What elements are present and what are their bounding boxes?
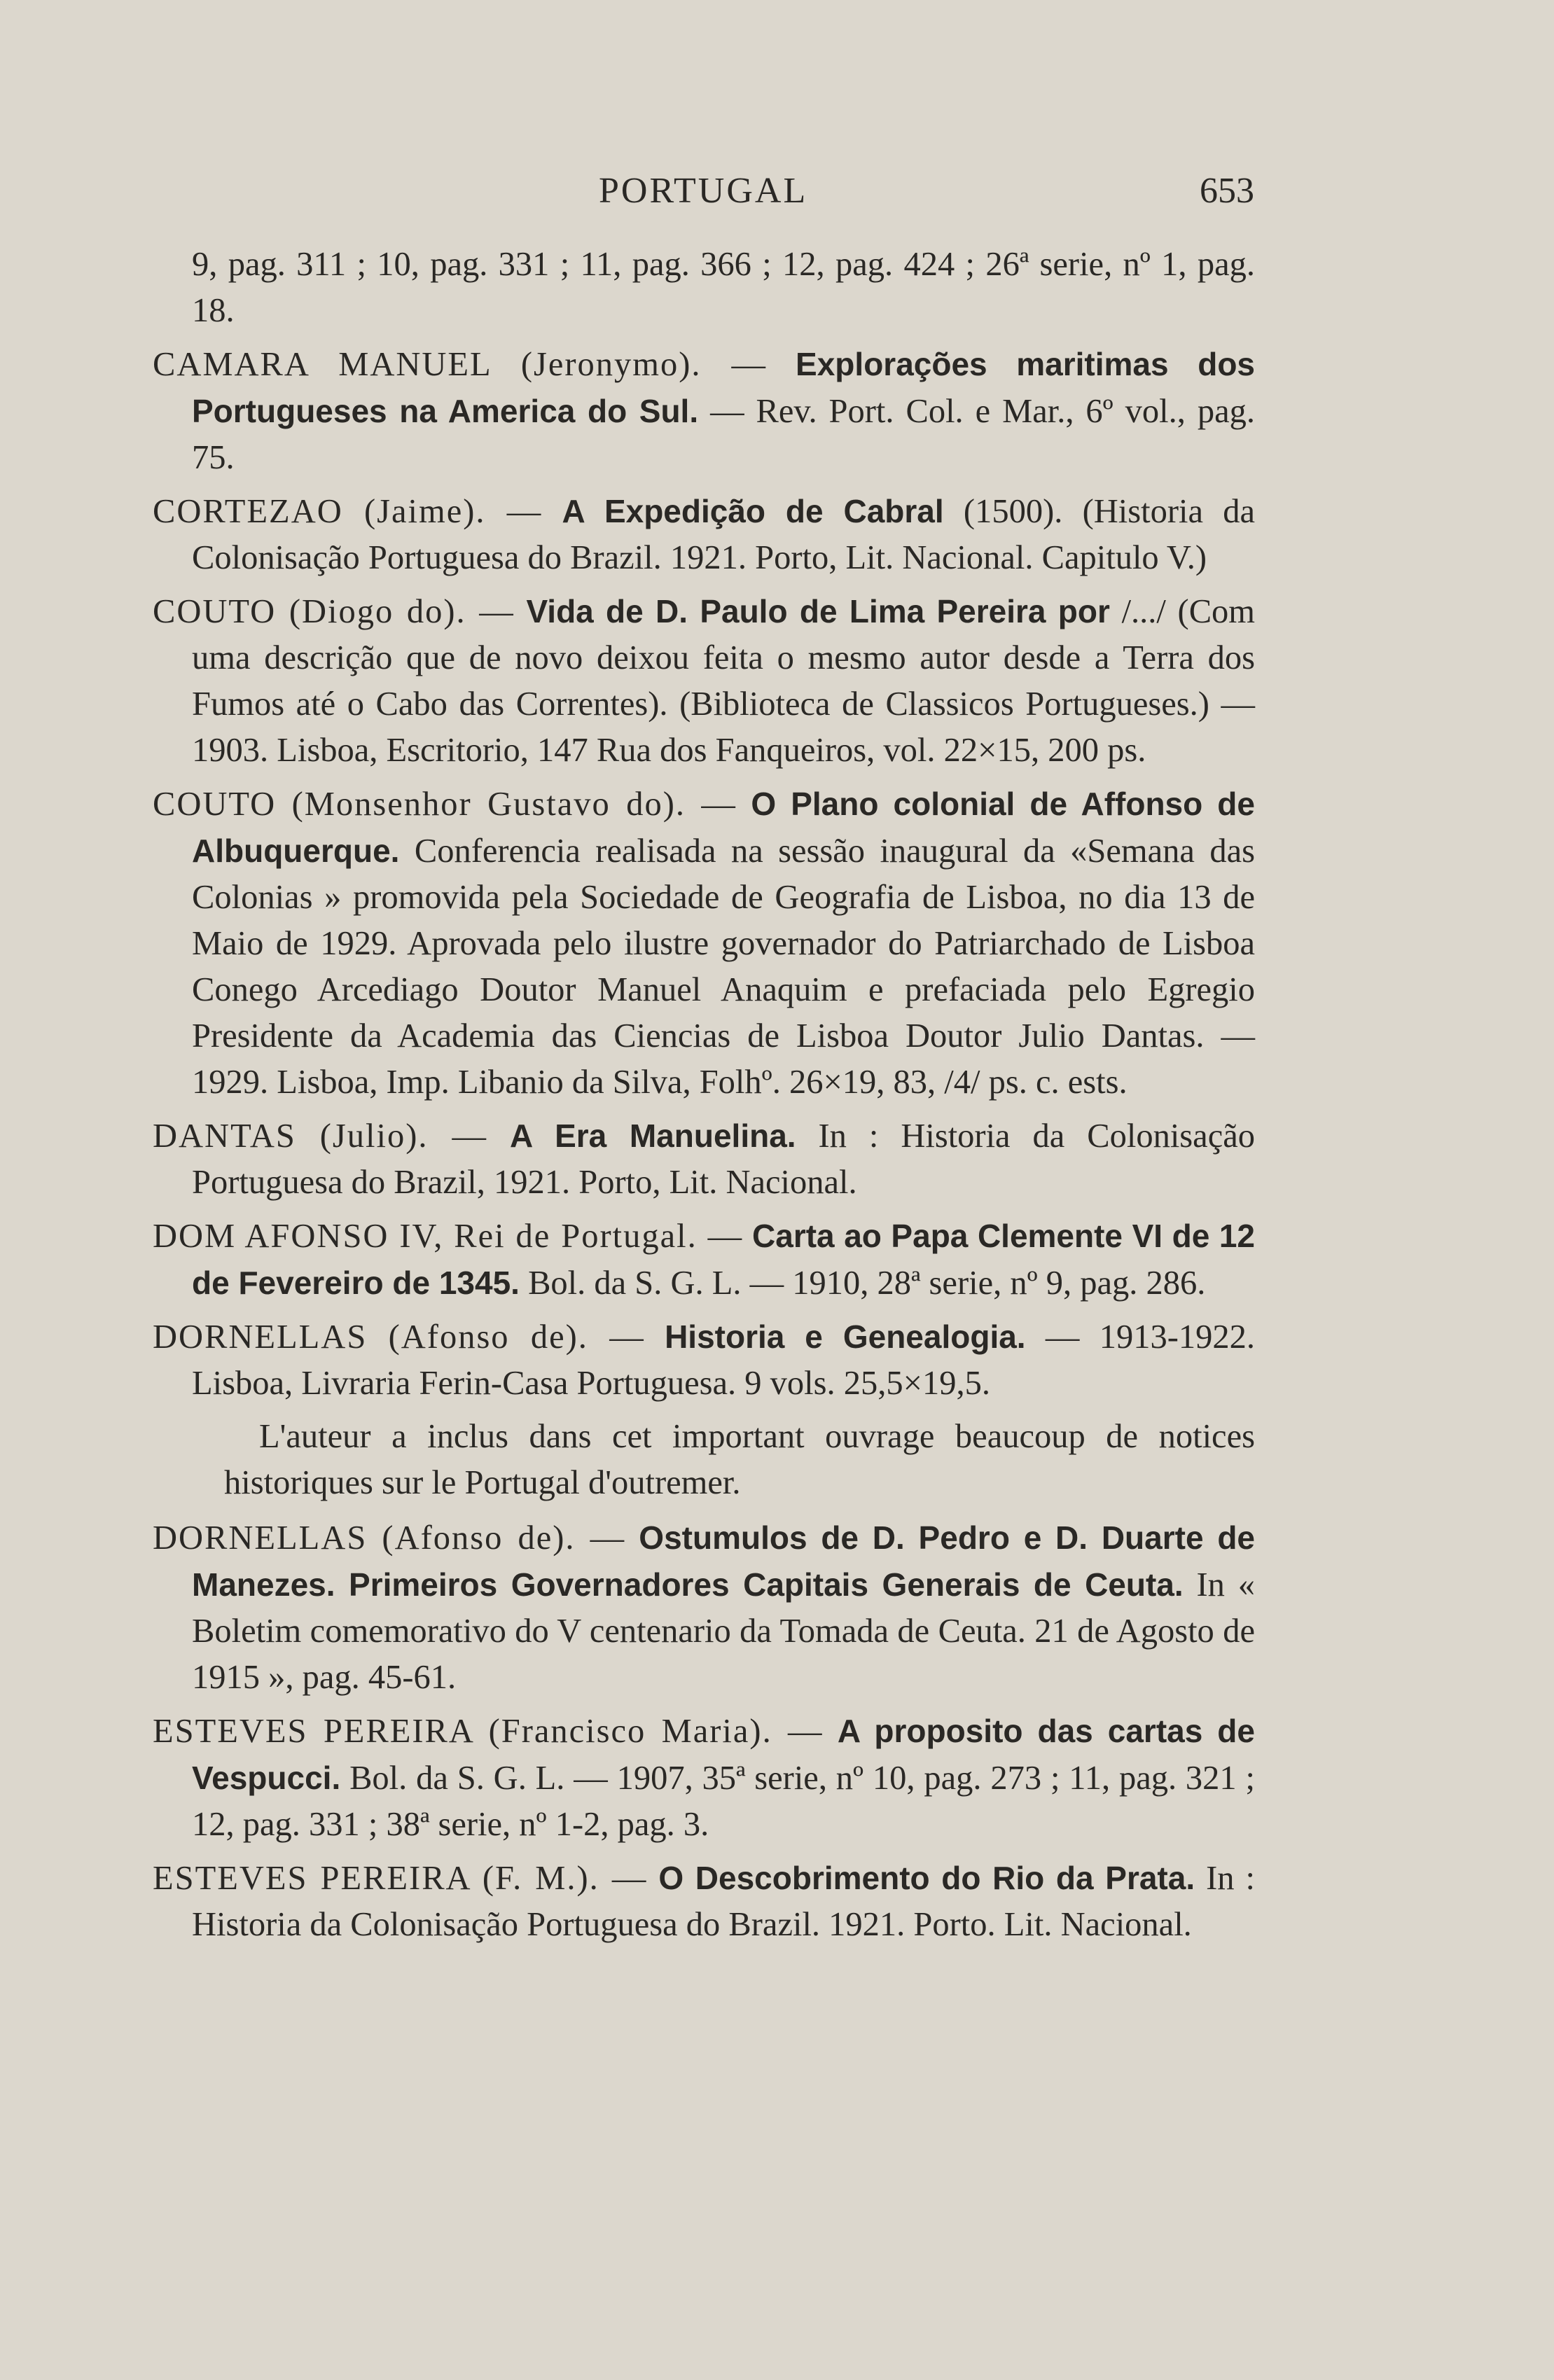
bibliography-entry — [153, 341, 1255, 481]
entry-details: Conferencia realisada na sessão inaugural da «Semana das Colonias » promovida pela Sociedade de Geografia de Lisboa, no dia 13 de Maio de 1929. Aprovada pelo ilustre governador do Patriarchado de Lisboa Conego Arcediago Doutor Manuel Anaquim e prefaciada pelo Egregio Presidente da Academia das Ciencias de Lisboa Doutor Julio Dantas. — 1929. Lisboa, Imp. Libanio da Silva, Folhº. 26×19, 83, /4/ ps. c. ests. — [192, 833, 1255, 1101]
bibliography-entry — [153, 588, 1255, 774]
entry-author: ESTEVES PEREIRA (Francisco Maria). — — [153, 1713, 824, 1750]
bibliography-entry — [153, 1113, 1255, 1206]
bibliography-entry — [153, 488, 1255, 581]
entry-details: 9, pag. 311 ; 10, pag. 331 ; 11, pag. 366 ; 12, pag. 424 ; 26ª serie, nº 1, pag. 18. — [192, 246, 1255, 329]
entry-title: Historia e Genealogia. — [665, 1318, 1026, 1355]
entry-details: (1500). (Historia da Colonisação Portuguesa do Brazil. 1921. Porto, Lit. Nacional. Capitulo V.) — [192, 493, 1256, 576]
entry-details: In « Boletim comemorativo do V centenario da Tomada de Ceuta. 21 de Agosto de 1915 », pag. 45-61. — [192, 1566, 1256, 1696]
entry-author: COUTO (Diogo do). — — [153, 593, 515, 630]
entry-author: DANTAS (Julio). — — [153, 1118, 487, 1155]
bibliography-entry — [153, 1314, 1255, 1407]
bibliography-entry — [153, 1515, 1255, 1701]
page-number: 653 — [1200, 171, 1254, 211]
entry-details: In : Historia da Colonisação Portuguesa do Brazil, 1921. Porto, Lit. Nacional. — [192, 1118, 1256, 1201]
entry-title: O Plano colonial de Affonso de Albuquerque. — [192, 786, 1255, 869]
entry-author: DORNELLAS (Afonso de). — — [153, 1519, 626, 1557]
entry-title: A Expedição de Cabral — [562, 493, 944, 529]
entry-author: CAMARA MANUEL (Jeronymo). — — [153, 346, 768, 383]
running-title: PORTUGAL — [599, 171, 808, 211]
bibliography-entry — [153, 781, 1255, 1106]
entry-title: A Era Manuelina. — [509, 1118, 796, 1154]
entry-author: COUTO (Monsenhor Gustavo do). — — [153, 786, 737, 823]
entry-title: Carta ao Papa Clemente VI de 12 de Fevereiro de 1345. — [192, 1218, 1255, 1301]
entry-author: DORNELLAS (Afonso de). — — [153, 1318, 645, 1356]
bibliography-entry — [153, 1213, 1255, 1307]
entry-title: Explorações maritimas dos Portugueses na America do Sul. — [192, 346, 1256, 429]
entry-details: — Rev. Port. Col. e Mar., 6º vol., pag. 75. — [192, 393, 1255, 476]
entry-details: In : Historia da Colonisação Portuguesa do Brazil. 1921. Porto. Lit. Nacional. — [192, 1860, 1256, 1943]
entry-author: ESTEVES PEREIRA (F. M.). — — [153, 1860, 648, 1897]
entry-details: /.../ (Com uma descrição que de novo deixou feita o mesmo autor desde a Terra dos Fumos até o Cabo das Correntes). (Biblioteca de Classicos Portugueses.) — 1903. Lisboa, Escritorio, 147 Rua dos Fanqueiros, vol. 22×15, 200 ps. — [192, 593, 1256, 769]
running-header — [0, 167, 1554, 216]
bibliography-entry — [153, 1708, 1255, 1848]
entry-title: Ostumulos de D. Pedro e D. Duarte de Manezes. Primeiros Governadores Capitais Generais de Ceuta. — [192, 1519, 1255, 1603]
entry-author: CORTEZAO (Jaime). — — [153, 493, 543, 530]
entry-title: O Descobrimento do Rio da Prata. — [658, 1860, 1195, 1896]
entry-author: DOM AFONSO IV, Rei de Portugal. — — [153, 1218, 744, 1255]
entry-title: A proposito das cartas de Vespucci. — [192, 1713, 1255, 1796]
bibliography-list — [153, 242, 1255, 1955]
entry-annotation: L'auteur a inclus dans cet important ouvrage beaucoup de notices historiques sur le Portugal d'outremer. — [224, 1418, 1255, 1501]
entry-details: Bol. da S. G. L. — 1910, 28ª serie, nº 9, pag. 286. — [528, 1265, 1206, 1302]
entry-details: — 1913-1922. Lisboa, Livraria Ferin-Casa Portuguesa. 9 vols. 25,5×19,5. — [192, 1318, 1255, 1402]
bibliography-entry — [153, 1855, 1255, 1948]
entry-title: Vida de D. Paulo de Lima Pereira por — [526, 593, 1110, 629]
bibliography-entry — [153, 242, 1255, 334]
entry-details: Bol. da S. G. L. — 1907, 35ª serie, nº 10, pag. 273 ; 11, pag. 321 ; 12, pag. 331 ; 38ª serie, nº 1-2, pag. 3. — [192, 1760, 1255, 1843]
